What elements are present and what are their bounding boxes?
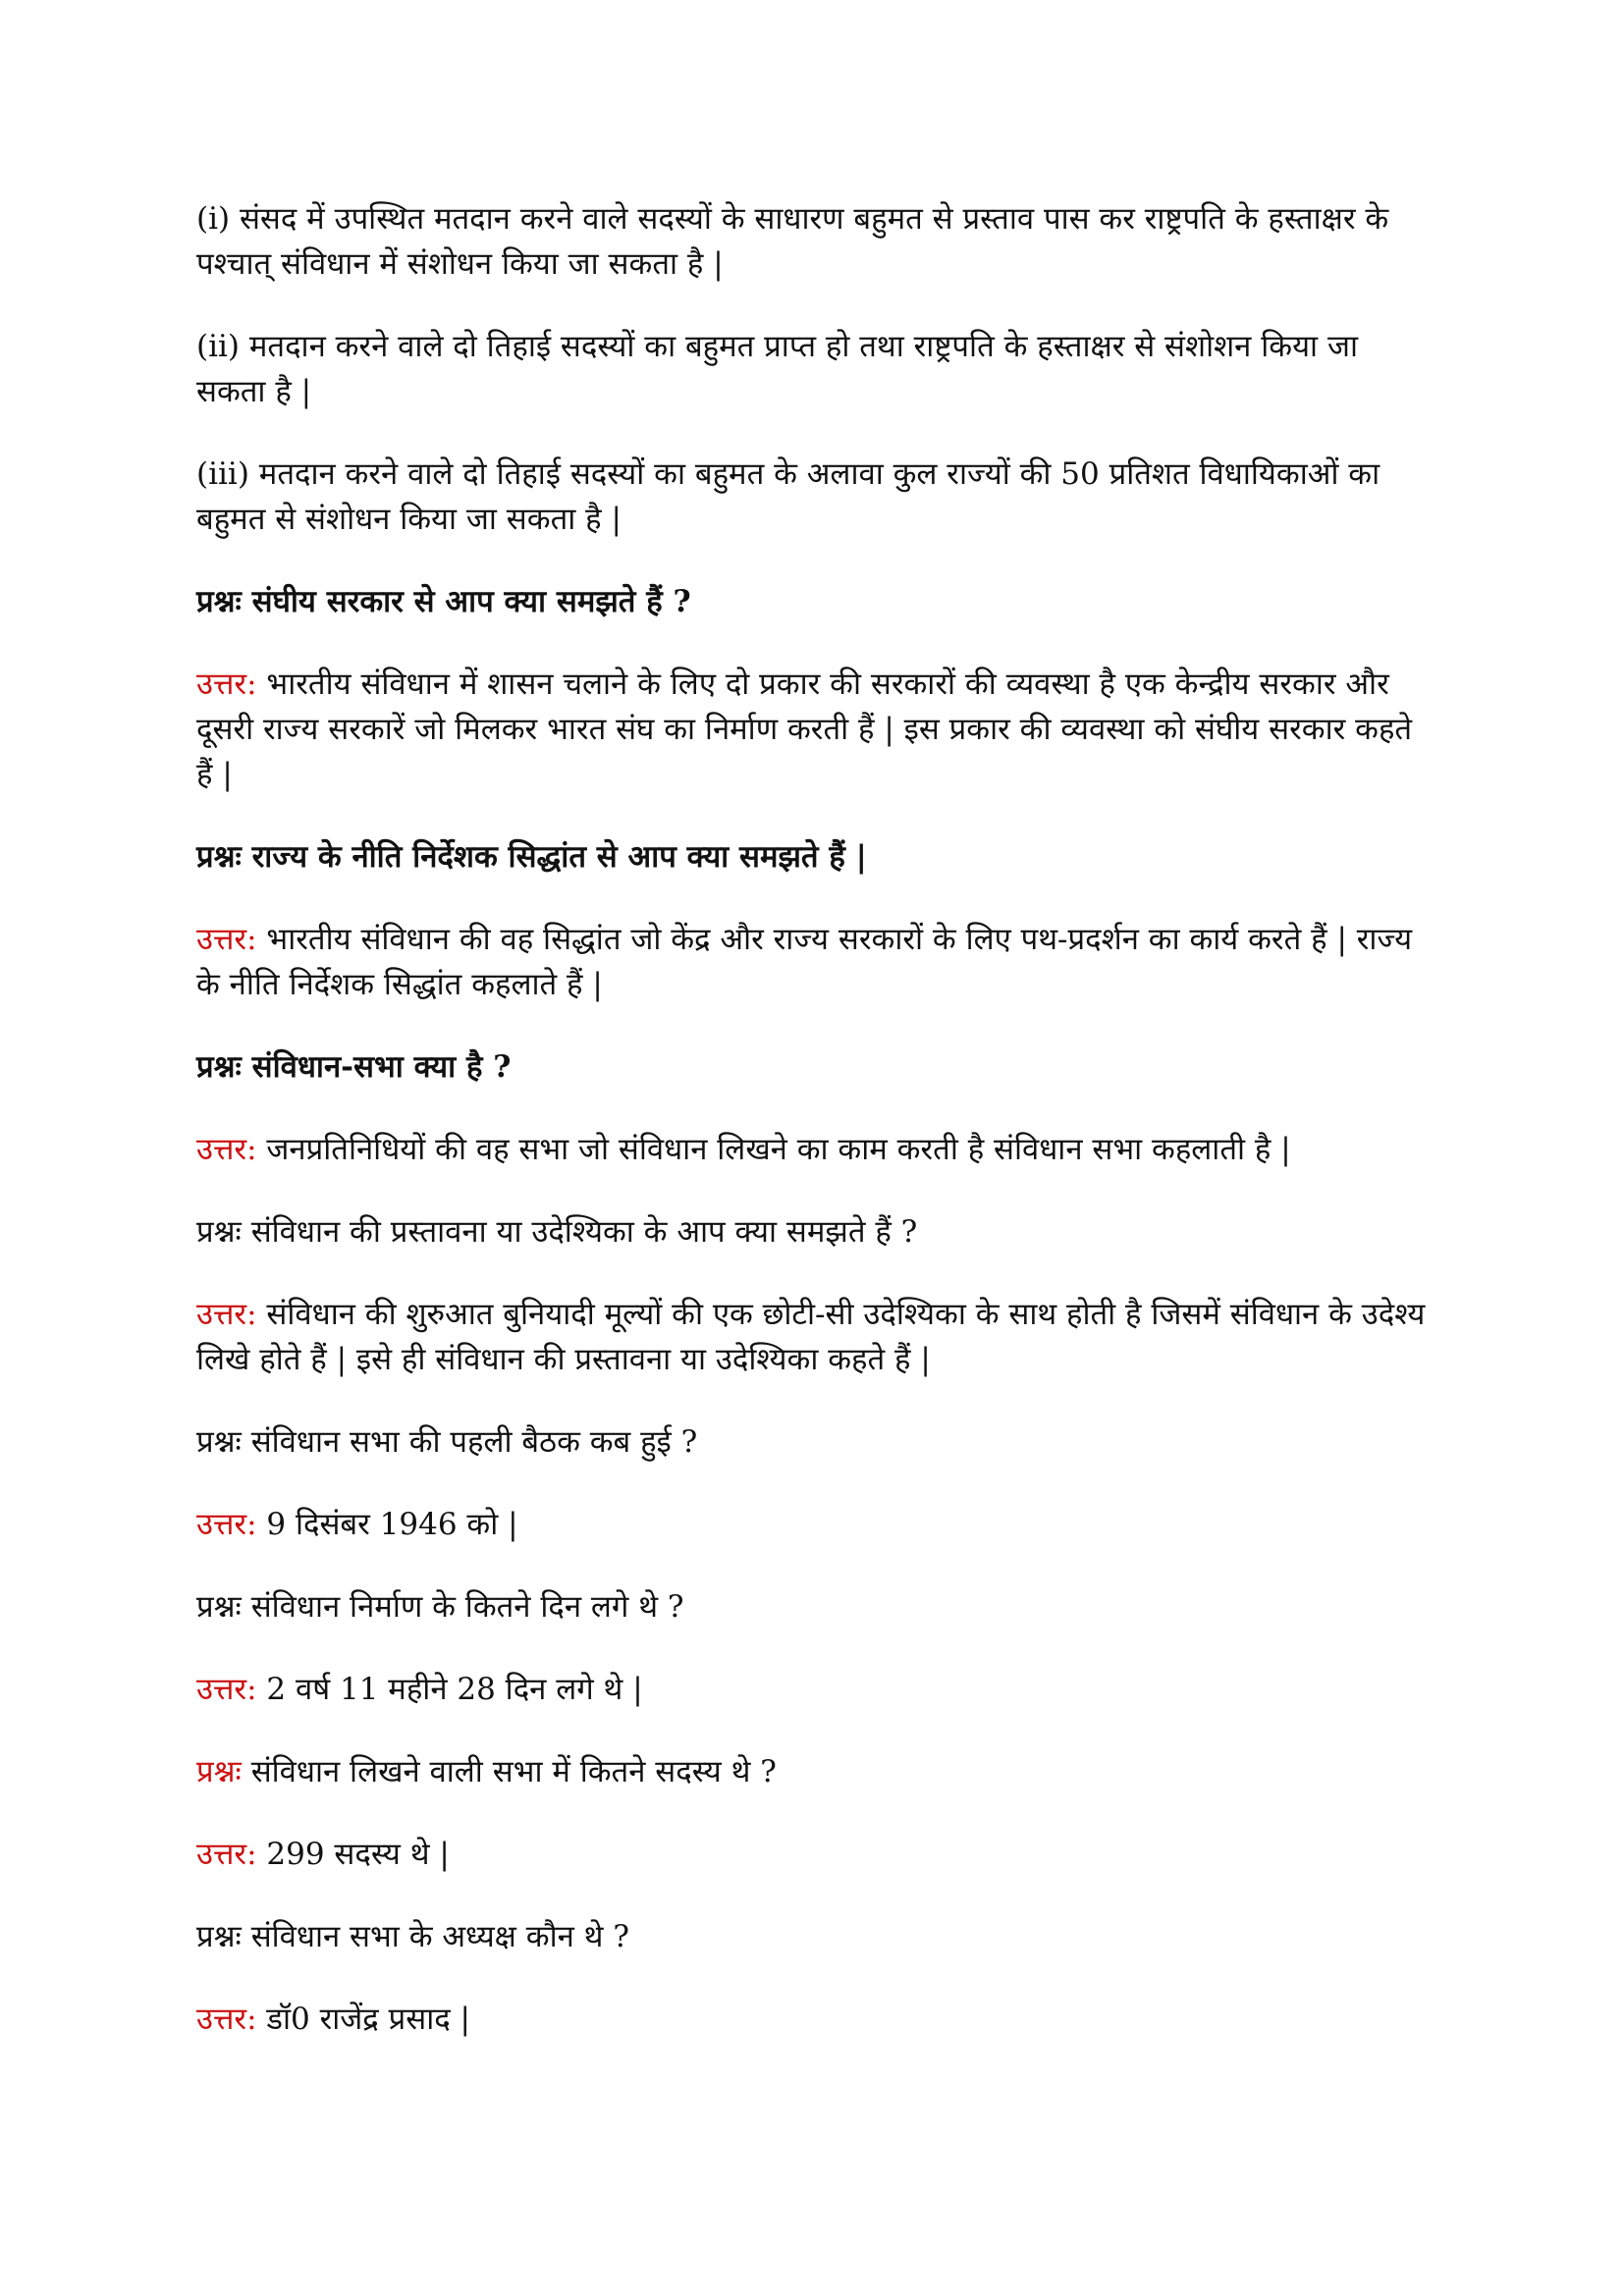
answer-text: संविधान की शुरुआत बुनियादी मूल्यों की एक छोटी-सी उदेश्यिका के साथ होती है जिसमें संविधान के उदेश्य लिखे होते हैं | इसे ही संविधान की प्रस्तावना या उदेश्यिका कहते हैं |: [196, 1297, 1426, 1377]
answer-4: [196, 1292, 1434, 1382]
answer-label: उत्तर:: [196, 667, 257, 702]
question-text: संघीय सरकार से आप क्या समझते हैं ?: [251, 584, 691, 619]
question-3: [196, 1044, 1434, 1090]
question-4: [196, 1209, 1434, 1255]
question-label: प्रश्नः: [196, 1589, 242, 1625]
question-label: प्रश्नः: [196, 1424, 242, 1460]
point-3: (iii) मतदान करने वाले दो तिहाई सदस्यों का बहुमत के अलावा कुल राज्यों की 50 प्रतिशत विधायिकाओं का बहुमत से संशोधन किया जा सकता है |: [196, 456, 1380, 537]
question-8: [196, 1914, 1434, 1959]
answer-text: 299 सदस्य थे |: [266, 1837, 450, 1872]
answer-label: उत्तर:: [196, 1132, 257, 1167]
answer-text: भारतीय संविधान की वह सिद्धांत जो केंद्र और राज्य सरकारों के लिए पथ-प्रदर्शन का कार्य करते हैं | राज्य के नीति निर्देशक सिद्धांत कहलाते हैं |: [196, 922, 1413, 1002]
answer-8: [196, 1997, 1434, 2042]
answer-7: [196, 1832, 1434, 1877]
question-text: राज्य के नीति निर्देशक सिद्धांत से आप क्या समझते हैं |: [251, 839, 867, 875]
question-text: संविधान की प्रस्तावना या उदेश्यिका के आप क्या समझते हैं ?: [250, 1214, 918, 1250]
answer-label: उत्तर:: [196, 922, 257, 957]
answer-label: उत्तर:: [196, 1837, 257, 1872]
answer-1: [196, 662, 1434, 797]
document-body: [196, 196, 1434, 2079]
question-label: प्रश्नः: [196, 584, 242, 619]
question-2: [196, 834, 1434, 880]
question-7: [196, 1749, 1434, 1794]
answer-2: [196, 917, 1434, 1007]
question-1: [196, 579, 1434, 624]
answer-6: [196, 1667, 1434, 1712]
question-label: प्रश्नः: [196, 1214, 242, 1250]
answer-5: [196, 1502, 1434, 1547]
answer-label: उत्तर:: [196, 2002, 257, 2037]
answer-3: [196, 1127, 1434, 1172]
question-text: संविधान सभा के अध्यक्ष कौन थे ?: [250, 1919, 629, 1954]
question-text: संविधान सभा की पहली बैठक कब हुई ?: [250, 1424, 698, 1460]
answer-text: डॉ0 राजेंद्र प्रसाद |: [266, 2002, 471, 2037]
question-6: [196, 1584, 1434, 1629]
point-1: (i) संसद में उपस्थित मतदान करने वाले सदस्यों के साधारण बहुमत से प्रस्ताव पास कर राष्ट्रपति के हस्ताक्षर के पश्चात् संविधान में संशोधन किया जा सकता है |: [196, 201, 1389, 282]
question-label: प्रश्नः: [196, 1049, 242, 1085]
answer-label: उत्तर:: [196, 1507, 257, 1542]
question-label: प्रश्नः: [196, 839, 242, 875]
question-label: प्रश्नः: [196, 1754, 242, 1789]
question-text: संविधान-सभा क्या है ?: [251, 1049, 512, 1085]
question-label: प्रश्नः: [196, 1919, 242, 1954]
question-text: संविधान लिखने वाली सभा में कितने सदस्य थे ?: [250, 1754, 777, 1789]
answer-text: 9 दिसंबर 1946 को |: [266, 1507, 518, 1542]
answer-label: उत्तर:: [196, 1672, 257, 1707]
answer-text: भारतीय संविधान में शासन चलाने के लिए दो प्रकार की सरकारों की व्यवस्था है एक केन्द्रीय सरकार और दूसरी राज्य सरकारें जो मिलकर भारत संघ का निर्माण करती हैं | इस प्रकार की व्यवस्था को संघीय सरकार कहते हैं |: [196, 667, 1413, 792]
answer-text: 2 वर्ष 11 महीने 28 दिन लगे थे |: [266, 1672, 643, 1707]
point-2: (ii) मतदान करने वाले दो तिहाई सदस्यों का बहुमत प्राप्त हो तथा राष्ट्रपति के हस्ताक्षर से संशोशन किया जा सकता है |: [196, 329, 1358, 409]
question-5: [196, 1419, 1434, 1465]
answer-label: उत्तर:: [196, 1297, 257, 1332]
answer-text: जनप्रतिनिधियों की वह सभा जो संविधान लिखने का काम करती है संविधान सभा कहलाती है |: [266, 1132, 1291, 1167]
question-text: संविधान निर्माण के कितने दिन लगे थे ?: [250, 1589, 684, 1625]
